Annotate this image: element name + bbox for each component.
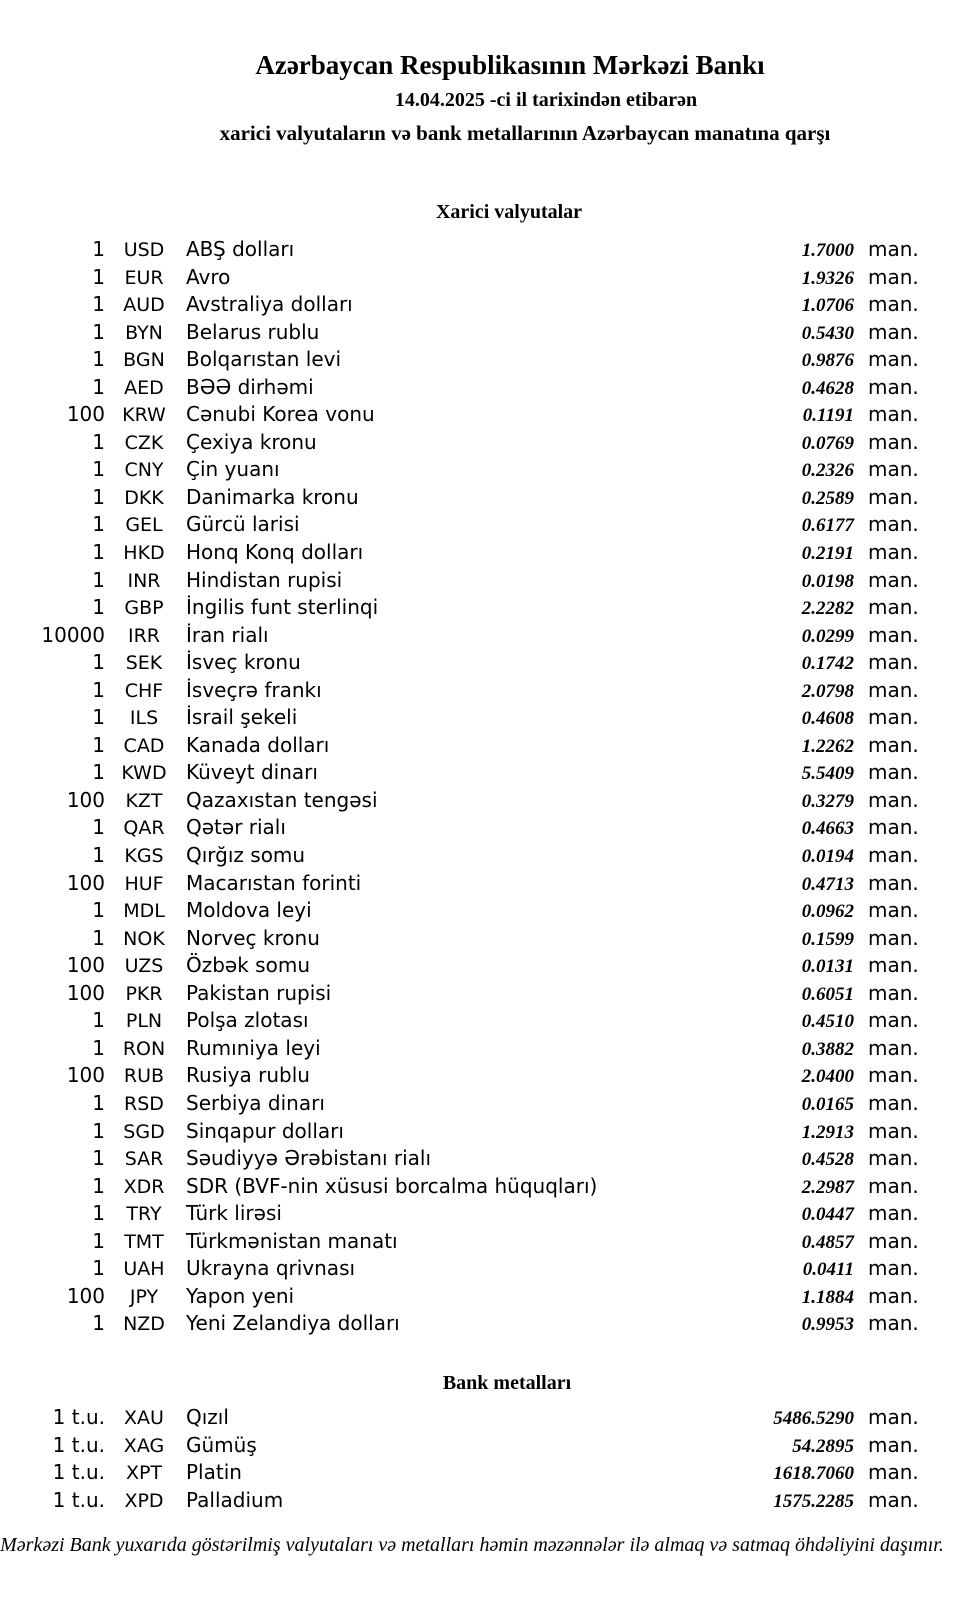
- row-rate-value: 0.3279: [801, 790, 854, 812]
- row-rate-value: 0.6051: [801, 983, 854, 1005]
- table-row: [0, 594, 960, 622]
- row-unit-label: man.: [868, 402, 919, 427]
- row-currency-code: SAR: [124, 1148, 164, 1171]
- row-rate-value: 0.4628: [801, 377, 854, 399]
- row-currency-name: İngilis funt sterlinqi: [186, 595, 379, 620]
- table-row: [0, 484, 960, 512]
- row-unit-label: man.: [868, 732, 919, 757]
- row-currency-code: KRW: [122, 404, 166, 427]
- row-rate-value: 2.0400: [801, 1066, 854, 1088]
- row-rate-value: 0.2589: [801, 487, 854, 509]
- row-unit-label: man.: [868, 347, 919, 372]
- table-row: [0, 346, 960, 374]
- row-currency-name: Qızıl: [186, 1405, 229, 1429]
- row-currency-name: Kanada dolları: [186, 732, 330, 757]
- row-currency-code: XDR: [123, 1175, 165, 1198]
- row-quantity: 10000: [41, 622, 105, 647]
- row-unit-label: man.: [868, 787, 919, 812]
- row-quantity: 1: [92, 925, 105, 950]
- row-currency-name: Yeni Zelandiya dolları: [186, 1311, 400, 1336]
- row-rate-value: 0.4528: [801, 1149, 854, 1171]
- row-unit-label: man.: [868, 1405, 919, 1429]
- row-quantity: 1: [92, 1228, 105, 1253]
- row-currency-code: AUD: [123, 294, 165, 317]
- row-quantity: 1: [92, 567, 105, 592]
- row-currency-code: KWD: [121, 762, 167, 785]
- table-row: [0, 1173, 960, 1201]
- table-row: [0, 1007, 960, 1035]
- row-unit-label: man.: [868, 1173, 919, 1198]
- table-row: [0, 1487, 960, 1515]
- row-currency-name: Rumıniya leyi: [186, 1035, 321, 1060]
- row-currency-code: CHF: [124, 679, 164, 702]
- row-rate-value: 1.2262: [801, 735, 854, 757]
- row-currency-name: Belarus rublu: [186, 319, 320, 344]
- row-quantity: 1: [92, 760, 105, 785]
- row-currency-code: ILS: [129, 707, 159, 730]
- row-unit-label: man.: [868, 843, 919, 868]
- row-currency-code: DKK: [124, 486, 164, 509]
- row-unit-label: man.: [868, 1432, 919, 1457]
- currency-table: [0, 236, 960, 1338]
- row-unit-label: man.: [868, 1311, 919, 1336]
- row-currency-code: TMT: [124, 1230, 164, 1253]
- row-unit-label: man.: [868, 540, 919, 565]
- table-row: [0, 649, 960, 677]
- row-currency-code: SEK: [125, 652, 163, 675]
- row-unit-label: man.: [868, 1090, 919, 1115]
- table-row: [0, 622, 960, 650]
- row-unit-label: man.: [868, 429, 919, 454]
- row-currency-code: NZD: [123, 1313, 165, 1336]
- row-currency-code: INR: [127, 569, 161, 592]
- row-unit-label: man.: [868, 1228, 919, 1253]
- row-quantity: 1: [92, 1256, 105, 1281]
- row-currency-code: USD: [123, 239, 165, 261]
- row-quantity: 1: [92, 1035, 105, 1060]
- row-unit-label: man.: [868, 925, 919, 950]
- row-currency-name: Norveç kronu: [186, 925, 320, 950]
- row-quantity: 1: [92, 457, 105, 482]
- row-currency-name: Avstraliya dolları: [186, 292, 353, 317]
- row-currency-name: Hindistan rupisi: [186, 567, 343, 592]
- row-unit-label: man.: [868, 595, 919, 620]
- row-quantity: 1: [92, 484, 105, 509]
- row-unit-label: man.: [868, 705, 919, 730]
- row-quantity: 1 t.u.: [52, 1487, 105, 1512]
- row-quantity: 1: [92, 540, 105, 565]
- row-currency-name: Cənubi Korea vonu: [186, 402, 375, 427]
- row-currency-name: Honq Konq dolları: [186, 540, 364, 565]
- row-currency-code: MDL: [123, 900, 165, 923]
- row-currency-name: Səudiyyə Ərəbistanı rialı: [186, 1146, 432, 1171]
- page-title: Azərbaycan Respublikasının Mərkəzi Bankı: [255, 50, 765, 80]
- table-row: [0, 1062, 960, 1090]
- section-title-bank-metals: Bank metalları: [442, 1372, 572, 1394]
- table-row: [0, 814, 960, 842]
- row-currency-name: BƏƏ dirhəmi: [186, 374, 314, 399]
- row-quantity: 100: [66, 1063, 105, 1088]
- effective-date: 14.04.2025 -ci il tarixindən etibarən: [394, 89, 698, 111]
- row-rate-value: 0.0769: [801, 432, 854, 454]
- row-currency-code: RUB: [123, 1065, 165, 1088]
- row-currency-name: Sinqapur dolları: [186, 1118, 344, 1143]
- row-rate-value: 0.2326: [801, 460, 854, 482]
- row-rate-value: 1.9326: [801, 267, 854, 289]
- row-currency-name: İsveçrə frankı: [186, 677, 322, 702]
- row-currency-code: EUR: [124, 266, 164, 289]
- table-row: [0, 401, 960, 429]
- row-quantity: 1: [92, 677, 105, 702]
- row-rate-value: 0.1742: [801, 653, 854, 675]
- table-row: [0, 1283, 960, 1311]
- row-quantity: 1: [92, 429, 105, 454]
- row-quantity: 1: [92, 512, 105, 537]
- row-quantity: 1: [92, 1008, 105, 1033]
- row-unit-label: man.: [868, 622, 919, 647]
- table-row: [0, 236, 960, 264]
- row-currency-code: PKR: [125, 982, 163, 1005]
- table-row: [0, 870, 960, 898]
- table-row: [0, 456, 960, 484]
- row-rate-value: 0.5430: [801, 322, 854, 344]
- row-currency-name: Rusiya rublu: [186, 1063, 310, 1088]
- row-unit-label: man.: [868, 374, 919, 399]
- row-currency-name: Platin: [186, 1460, 242, 1485]
- row-currency-code: IRR: [127, 624, 160, 647]
- table-row: [0, 264, 960, 292]
- row-currency-name: Gümüş: [186, 1432, 257, 1457]
- table-row: [0, 677, 960, 705]
- table-row: [0, 1459, 960, 1487]
- row-unit-label: man.: [868, 512, 919, 537]
- row-currency-code: XPT: [125, 1462, 163, 1485]
- row-currency-name: SDR (BVF-nin xüsusi borcalma hüquqları): [186, 1173, 598, 1198]
- row-rate-value: 0.4663: [801, 818, 854, 840]
- row-currency-code: RON: [122, 1037, 166, 1060]
- table-row: [0, 732, 960, 760]
- row-unit-label: man.: [868, 677, 919, 702]
- row-rate-value: 0.0194: [801, 846, 854, 868]
- row-currency-code: CAD: [123, 734, 165, 757]
- row-unit-label: man.: [868, 1256, 919, 1281]
- row-rate-value: 2.0798: [801, 680, 854, 702]
- row-currency-code: AED: [124, 376, 164, 399]
- table-row: [0, 319, 960, 347]
- row-currency-name: Yapon yeni: [186, 1283, 295, 1308]
- row-rate-value: 0.4857: [801, 1231, 854, 1253]
- table-row: [0, 1255, 960, 1283]
- row-currency-name: İsrail şekeli: [186, 705, 298, 730]
- row-currency-code: HKD: [123, 542, 165, 565]
- row-quantity: 1: [92, 732, 105, 757]
- row-quantity: 100: [66, 787, 105, 812]
- row-quantity: 1 t.u.: [52, 1460, 105, 1485]
- row-currency-code: GEL: [125, 514, 163, 537]
- row-currency-name: Türk lirəsi: [186, 1201, 282, 1226]
- table-row: [0, 1090, 960, 1118]
- row-unit-label: man.: [868, 1283, 919, 1308]
- row-rate-value: 1.1884: [801, 1286, 854, 1308]
- row-rate-value: 0.0962: [801, 901, 854, 923]
- row-quantity: 1: [92, 1311, 105, 1336]
- row-unit-label: man.: [868, 1460, 919, 1485]
- row-currency-code: HUF: [124, 872, 164, 895]
- row-unit-label: man.: [868, 237, 919, 261]
- table-row: [0, 704, 960, 732]
- row-currency-code: UAH: [123, 1258, 165, 1281]
- row-rate-value: 2.2987: [801, 1176, 854, 1198]
- row-unit-label: man.: [868, 953, 919, 978]
- row-quantity: 1: [92, 1201, 105, 1226]
- row-rate-value: 0.1599: [801, 928, 854, 950]
- row-quantity: 1: [92, 374, 105, 399]
- table-row: [0, 1432, 960, 1460]
- row-currency-name: Qətər rialı: [186, 815, 286, 840]
- table-row: [0, 1228, 960, 1256]
- row-currency-name: Çin yuanı: [186, 457, 280, 482]
- row-quantity: 100: [66, 1283, 105, 1308]
- row-currency-code: UZS: [124, 955, 164, 978]
- row-currency-name: Ukrayna qrivnası: [186, 1256, 356, 1281]
- row-quantity: 1: [92, 292, 105, 317]
- row-quantity: 1: [92, 347, 105, 372]
- row-currency-code: RSD: [124, 1092, 164, 1115]
- row-currency-name: İsveç kronu: [186, 650, 301, 675]
- row-quantity: 1: [92, 1090, 105, 1115]
- row-rate-value: 0.4510: [801, 1011, 854, 1033]
- row-quantity: 100: [66, 870, 105, 895]
- table-row: [0, 897, 960, 925]
- row-currency-code: XAU: [124, 1407, 164, 1429]
- row-rate-value: 0.0299: [801, 625, 854, 647]
- table-row: [0, 925, 960, 953]
- row-currency-code: KZT: [125, 789, 163, 812]
- row-currency-code: XPD: [124, 1489, 164, 1512]
- row-unit-label: man.: [868, 760, 919, 785]
- row-unit-label: man.: [868, 457, 919, 482]
- row-quantity: 1: [92, 1146, 105, 1171]
- row-quantity: 1: [92, 1173, 105, 1198]
- row-unit-label: man.: [868, 319, 919, 344]
- row-currency-code: BYN: [125, 321, 163, 344]
- row-currency-name: Özbək somu: [186, 953, 310, 978]
- row-rate-value: 1.0706: [801, 295, 854, 317]
- row-currency-name: Gürcü larisi: [186, 512, 300, 537]
- row-unit-label: man.: [868, 292, 919, 317]
- row-quantity: 1: [92, 843, 105, 868]
- row-unit-label: man.: [868, 484, 919, 509]
- table-row: [0, 1145, 960, 1173]
- row-quantity: 1 t.u.: [52, 1432, 105, 1457]
- row-currency-code: BGN: [123, 349, 165, 372]
- row-rate-value: 0.0411: [802, 1259, 854, 1281]
- row-unit-label: man.: [868, 980, 919, 1005]
- row-currency-code: SGD: [123, 1120, 165, 1143]
- row-currency-code: NOK: [123, 927, 165, 950]
- row-rate-value: 0.9876: [801, 350, 854, 372]
- row-currency-name: Bolqarıstan levi: [186, 347, 342, 372]
- row-rate-value: 54.2895: [792, 1435, 854, 1457]
- row-quantity: 1: [92, 650, 105, 675]
- row-rate-value: 5.5409: [801, 763, 854, 785]
- row-currency-name: Küveyt dinarı: [186, 760, 318, 785]
- row-currency-code: CNY: [124, 459, 164, 482]
- row-unit-label: man.: [868, 1487, 919, 1512]
- row-rate-value: 0.4608: [801, 708, 854, 730]
- table-row: [0, 429, 960, 457]
- row-rate-value: 0.0165: [801, 1093, 854, 1115]
- row-unit-label: man.: [868, 650, 919, 675]
- row-rate-value: 0.2191: [801, 543, 854, 565]
- row-quantity: 1: [92, 898, 105, 923]
- row-currency-code: CZK: [124, 431, 164, 454]
- row-currency-code: QAR: [123, 817, 165, 840]
- row-quantity: 1: [92, 815, 105, 840]
- table-row: [0, 980, 960, 1008]
- row-currency-name: Türkmənistan manatı: [186, 1228, 398, 1253]
- row-currency-code: GBP: [124, 597, 164, 620]
- row-currency-code: KGS: [124, 845, 164, 868]
- row-currency-name: Palladium: [186, 1487, 284, 1512]
- row-currency-code: PLN: [125, 1010, 163, 1033]
- row-rate-value: 1618.7060: [773, 1463, 854, 1485]
- row-quantity: 1: [92, 705, 105, 730]
- row-rate-value: 1575.2285: [773, 1490, 854, 1512]
- page-subtitle: xarici valyutaların və bank metallarının Azərbaycan manatına qarşı: [219, 121, 831, 145]
- row-currency-name: Çexiya kronu: [186, 429, 317, 454]
- table-row: [0, 1118, 960, 1146]
- table-row: [0, 787, 960, 815]
- row-currency-code: XAG: [123, 1434, 165, 1457]
- table-row: [0, 952, 960, 980]
- row-unit-label: man.: [868, 1146, 919, 1171]
- row-unit-label: man.: [868, 1201, 919, 1226]
- row-rate-value: 0.3882: [801, 1038, 854, 1060]
- row-unit-label: man.: [868, 815, 919, 840]
- row-quantity: 100: [66, 402, 105, 427]
- table-row: [0, 1035, 960, 1063]
- row-rate-value: 0.9953: [801, 1314, 854, 1336]
- table-row: [0, 511, 960, 539]
- row-currency-name: İran rialı: [186, 622, 269, 647]
- row-unit-label: man.: [868, 264, 919, 289]
- row-currency-name: Macarıstan forinti: [186, 870, 362, 895]
- row-currency-code: TRY: [126, 1203, 162, 1226]
- row-rate-value: 0.4713: [801, 873, 854, 895]
- row-rate-value: 0.0447: [801, 1204, 854, 1226]
- row-rate-value: 0.1191: [802, 405, 854, 427]
- row-quantity: 1: [92, 237, 105, 261]
- row-unit-label: man.: [868, 1063, 919, 1088]
- row-rate-value: 2.2282: [801, 598, 854, 620]
- metals-table: [0, 1404, 960, 1514]
- row-rate-value: 0.0131: [801, 956, 854, 978]
- row-unit-label: man.: [868, 1035, 919, 1060]
- row-unit-label: man.: [868, 1008, 919, 1033]
- disclaimer-note: Mərkəzi Bank yuxarıda göstərilmiş valyutaları və metalları həmin məzənnələr ilə almaq və satmaq öhdəliyini daşımır.: [0, 1534, 944, 1556]
- table-row: [0, 539, 960, 567]
- row-currency-name: Serbiya dinarı: [186, 1090, 325, 1115]
- table-row: [0, 374, 960, 402]
- section-title-foreign-currencies: Xarici valyutalar: [435, 201, 583, 223]
- row-unit-label: man.: [868, 567, 919, 592]
- table-row: [0, 1404, 960, 1432]
- row-currency-code: JPY: [129, 1285, 159, 1308]
- row-currency-name: Pakistan rupisi: [186, 980, 332, 1005]
- table-row: [0, 291, 960, 319]
- row-unit-label: man.: [868, 870, 919, 895]
- row-currency-name: Qazaxıstan tengəsi: [186, 787, 378, 812]
- table-row: [0, 842, 960, 870]
- row-currency-name: Danimarka kronu: [186, 484, 359, 509]
- row-rate-value: 5486.5290: [773, 1408, 854, 1429]
- row-rate-value: 0.0198: [801, 570, 854, 592]
- table-row: [0, 759, 960, 787]
- row-currency-name: Avro: [186, 264, 231, 289]
- row-currency-name: Moldova leyi: [186, 898, 312, 923]
- row-currency-name: ABŞ dolları: [186, 237, 295, 261]
- row-quantity: 1: [92, 1118, 105, 1143]
- row-quantity: 100: [66, 980, 105, 1005]
- table-row: [0, 1310, 960, 1338]
- table-row: [0, 567, 960, 595]
- row-unit-label: man.: [868, 898, 919, 923]
- table-row: [0, 1200, 960, 1228]
- row-quantity: 1 t.u.: [52, 1405, 105, 1429]
- row-quantity: 1: [92, 264, 105, 289]
- row-rate-value: 0.6177: [801, 515, 854, 537]
- row-quantity: 100: [66, 953, 105, 978]
- row-rate-value: 1.7000: [801, 240, 854, 261]
- row-currency-name: Polşa zlotası: [186, 1008, 309, 1033]
- row-currency-name: Qırğız somu: [186, 843, 306, 868]
- row-quantity: 1: [92, 319, 105, 344]
- row-quantity: 1: [92, 595, 105, 620]
- row-rate-value: 1.2913: [801, 1121, 854, 1143]
- row-unit-label: man.: [868, 1118, 919, 1143]
